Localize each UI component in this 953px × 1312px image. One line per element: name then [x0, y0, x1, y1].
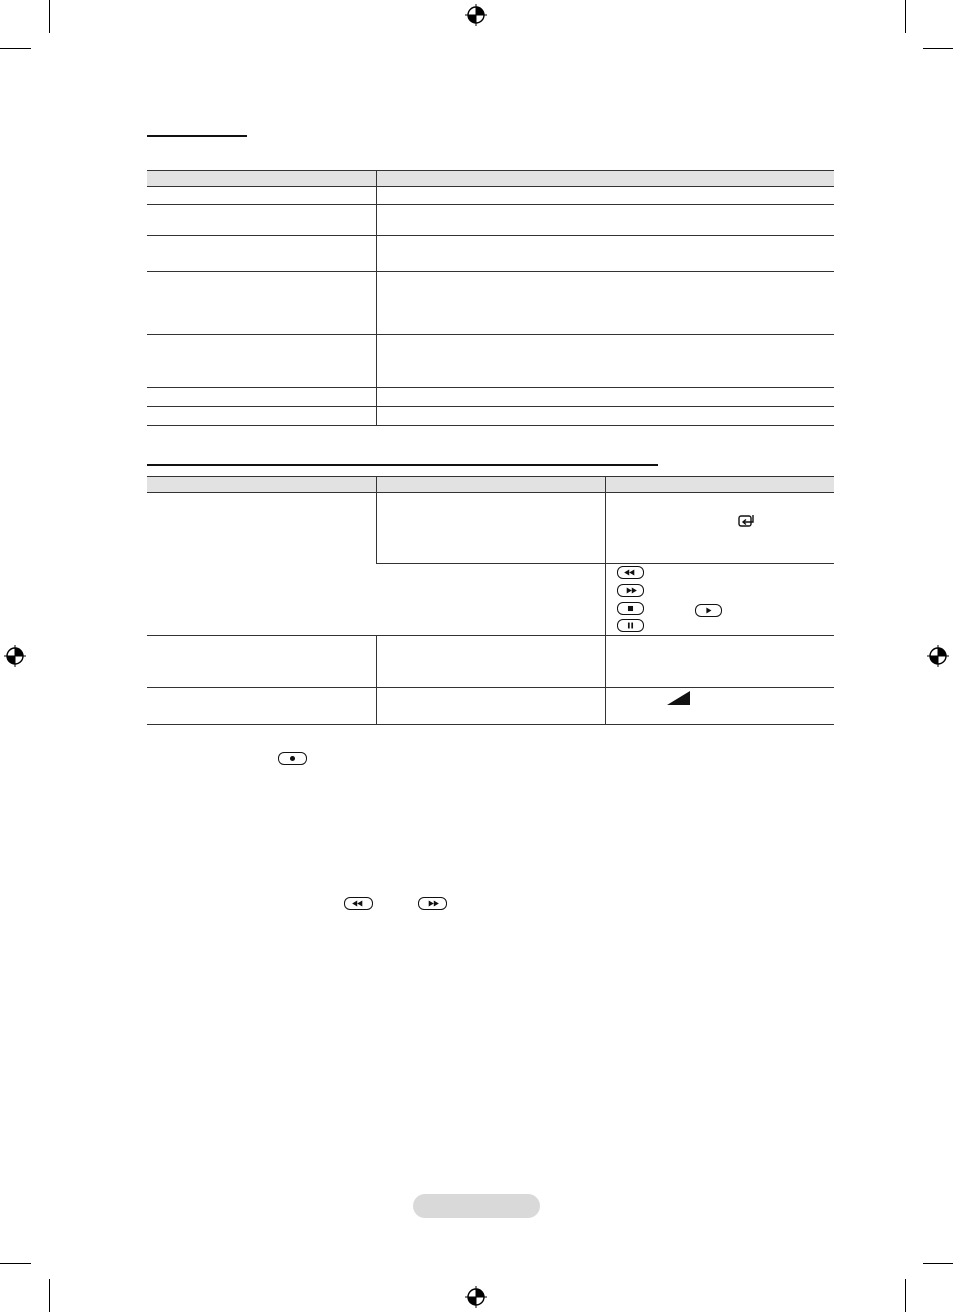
- table-row: [147, 187, 834, 205]
- crop-mark-bottom-left-v: [49, 1279, 50, 1312]
- rewind-key-icon: [617, 566, 644, 579]
- fast-forward-key-icon: [418, 897, 447, 910]
- play-key-icon: [695, 604, 722, 617]
- crop-mark-bottom-left-h: [0, 1263, 31, 1264]
- table-row: [147, 205, 834, 236]
- control-table: [147, 476, 834, 725]
- section-heading-underline: [147, 464, 658, 466]
- table-row: [147, 407, 834, 426]
- table-row: [147, 272, 834, 335]
- table-row: [147, 688, 834, 725]
- table-row: [147, 236, 834, 272]
- section-heading-underline: [147, 135, 247, 137]
- registration-target-icon: [4, 645, 26, 667]
- table-header-cell: [376, 171, 834, 187]
- table-row: [147, 388, 834, 407]
- crop-mark-top-left-h: [0, 48, 31, 49]
- table-header-row: [147, 477, 834, 493]
- feature-table: [147, 170, 834, 426]
- crop-mark-top-right-v: [905, 0, 906, 33]
- fast-forward-key-icon: [617, 584, 644, 597]
- table-header-cell: [147, 477, 376, 493]
- registration-target-icon: [465, 4, 487, 26]
- registration-target-icon: [927, 645, 949, 667]
- table-row: [147, 335, 834, 388]
- crop-mark-bottom-right-h: [923, 1263, 953, 1264]
- page-number-pill: [413, 1194, 540, 1218]
- pause-key-icon: [617, 619, 644, 632]
- crop-mark-bottom-right-v: [905, 1279, 906, 1312]
- stop-key-icon: [617, 602, 644, 615]
- rewind-key-icon: [344, 897, 373, 910]
- table-header-row: [147, 171, 834, 187]
- table-header-cell: [147, 171, 376, 187]
- crop-mark-top-left-v: [49, 0, 50, 33]
- enter-key-icon: [738, 514, 756, 528]
- table-header-cell: [376, 477, 605, 493]
- table-row: [147, 493, 834, 564]
- registration-target-icon: [465, 1286, 487, 1308]
- table-header-cell: [605, 477, 834, 493]
- crop-mark-top-right-h: [923, 48, 953, 49]
- volume-wedge-icon: [667, 690, 691, 706]
- record-key-icon: [278, 752, 307, 765]
- table-row: [147, 636, 834, 688]
